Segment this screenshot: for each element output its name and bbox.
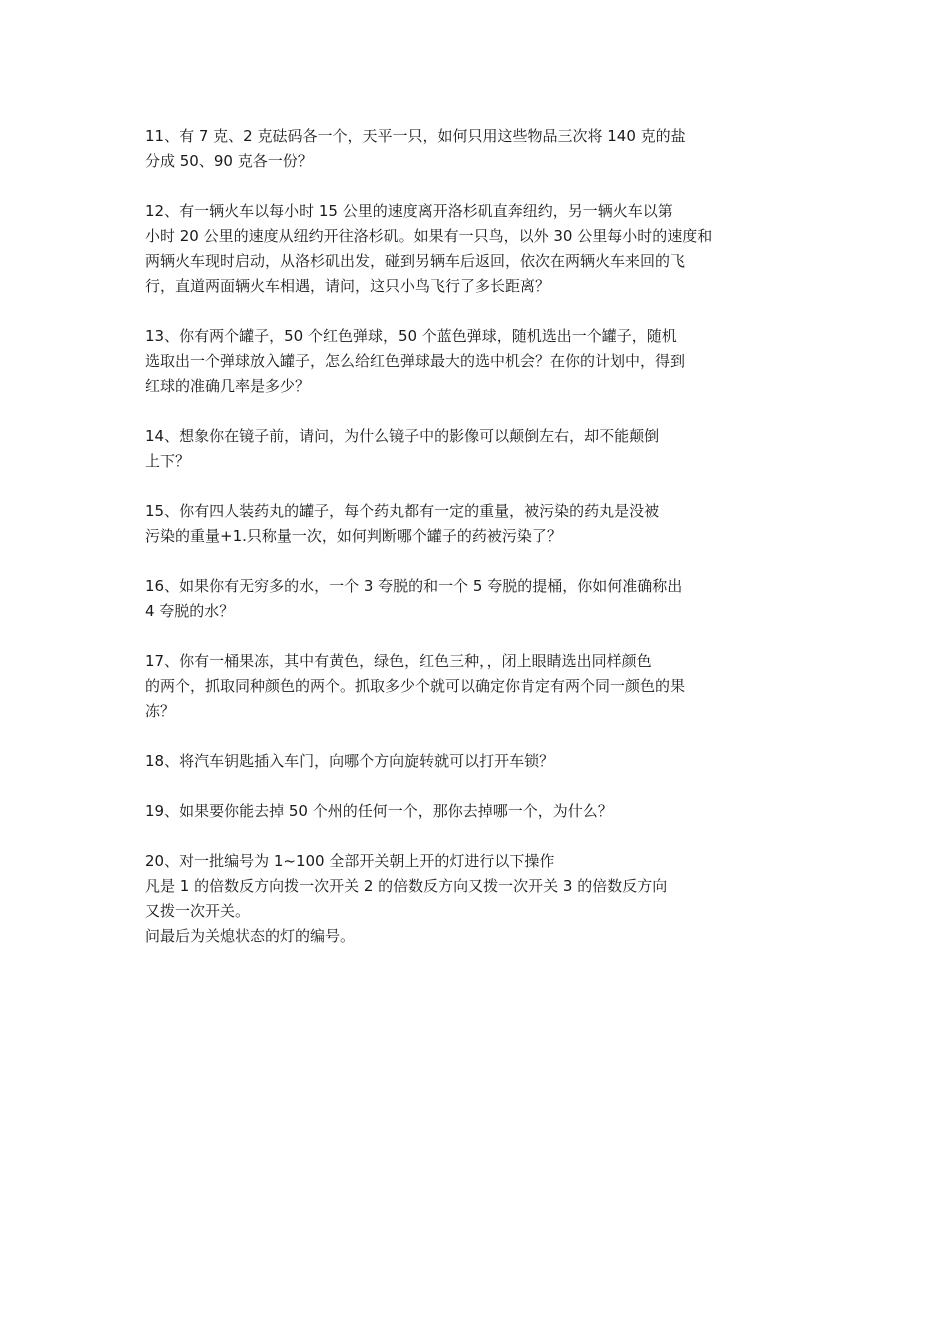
question-text-line: 凡是 1 的倍数反方向拨一次开关 2 的倍数反方向又拨一次开关 3 的倍数反方向	[145, 877, 668, 895]
question-text-line: 18、将汽车钥匙插入车门，向哪个方向旋转就可以打开车锁？	[145, 752, 555, 770]
question-16	[145, 574, 785, 624]
question-text-line: 两辆火车现时启动，从洛杉矶出发，碰到另辆车后返回，依次在两辆火车来回的飞	[145, 252, 686, 270]
question-text-line: 19、如果要你能去掉 50 个州的任何一个，那你去掉哪一个，为什么？	[145, 802, 613, 820]
question-18	[145, 749, 785, 774]
question-text-line: 11、有 7 克、2 克砝码各一个，天平一只，如何只用这些物品三次将 140 克的盐	[145, 127, 686, 145]
question-text-line: 20、对一批编号为 1~100 全部开关朝上开的灯进行以下操作	[145, 852, 555, 870]
question-text-line: 红球的准确几率是多少？	[145, 377, 311, 395]
question-text-line: 问最后为关熄状态的灯的编号。	[145, 927, 356, 945]
question-text-line: 上下？	[145, 452, 191, 470]
question-text-line: 的两个，抓取同种颜色的两个。抓取多少个就可以确定你肯定有两个同一颜色的果	[145, 677, 686, 695]
question-text-line: 17、你有一桶果冻，其中有黄色，绿色，红色三种，，闭上眼睛选出同样颜色	[145, 652, 652, 670]
question-text-line: 冻？	[145, 702, 176, 720]
question-text-line: 污染的重量+1.只称量一次，如何判断哪个罐子的药被污染了？	[145, 527, 562, 545]
question-17	[145, 649, 785, 724]
question-14	[145, 424, 785, 474]
question-13	[145, 324, 785, 399]
question-text-line: 14、想象你在镜子前，请问，为什么镜子中的影像可以颠倒左右，却不能颠倒	[145, 427, 660, 445]
question-text-line: 4 夸脱的水？	[145, 602, 235, 620]
question-text-line: 16、如果你有无穷多的水，一个 3 夸脱的和一个 5 夸脱的提桶，你如何准确称出	[145, 577, 683, 595]
question-text-line: 13、你有两个罐子，50 个红色弹球，50 个蓝色弹球，随机选出一个罐子，随机	[145, 327, 677, 345]
question-text-line: 分成 50、90 克各一份？	[145, 152, 313, 170]
question-15	[145, 499, 785, 549]
question-text-line: 又拨一次开关。	[145, 902, 251, 920]
question-19	[145, 799, 785, 824]
question-text-line: 行，直道两面辆火车相遇，请问，这只小鸟飞行了多长距离？	[145, 277, 551, 295]
question-text-line: 12、有一辆火车以每小时 15 公里的速度离开洛杉矶直奔纽约，另一辆火车以第	[145, 202, 673, 220]
question-20	[145, 849, 785, 949]
question-text-line: 小时 20 公里的速度从纽约开往洛杉矶。如果有一只鸟，以外 30 公里每小时的速度和	[145, 227, 713, 245]
question-text-line: 15、你有四人装药丸的罐子，每个药丸都有一定的重量，被污染的药丸是没被	[145, 502, 660, 520]
question-11	[145, 124, 785, 174]
question-list	[145, 124, 785, 974]
question-12	[145, 199, 785, 299]
question-text-line: 选取出一个弹球放入罐子，怎么给红色弹球最大的选中机会？在你的计划中，得到	[145, 352, 686, 370]
